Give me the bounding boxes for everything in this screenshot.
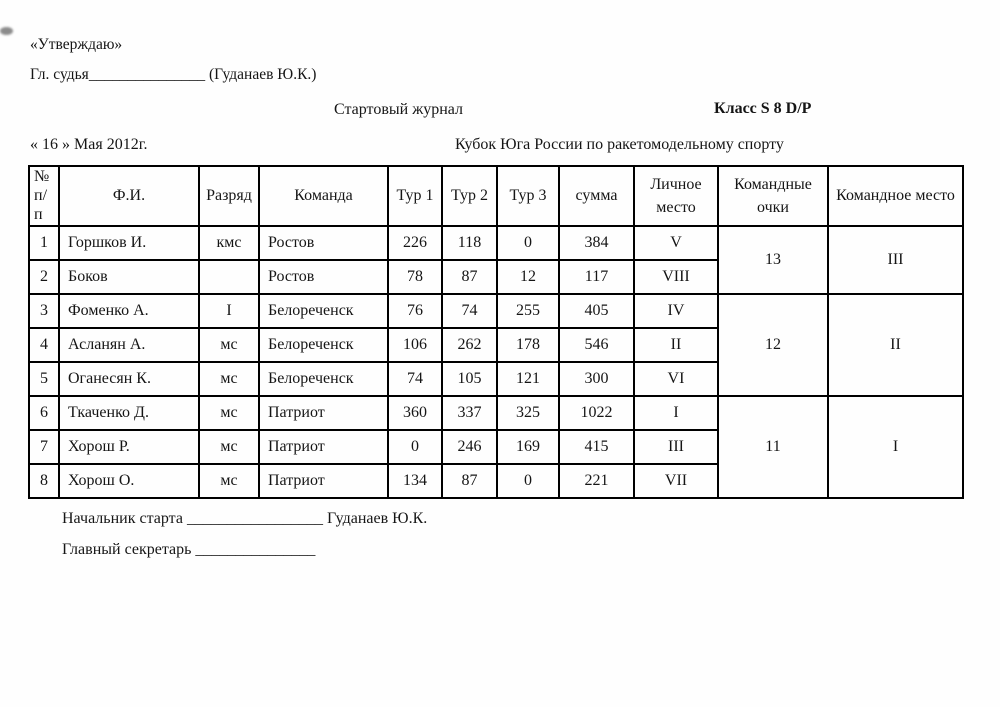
cell-personal-place: VI: [634, 362, 718, 396]
cell-team: Патриот: [259, 396, 388, 430]
cell-number: 4: [29, 328, 59, 362]
cell-sum: 117: [559, 260, 634, 294]
cell-personal-place: VII: [634, 464, 718, 498]
cell-sum: 300: [559, 362, 634, 396]
cell-personal-place: VIII: [634, 260, 718, 294]
cell-tour1: 360: [388, 396, 442, 430]
cell-tour3: 255: [497, 294, 559, 328]
cell-rank: мс: [199, 430, 259, 464]
cell-tour3: 169: [497, 430, 559, 464]
chief-judge-label: Гл. судья: [30, 66, 89, 83]
class-label: Класс S 8 D/P: [714, 100, 812, 117]
cell-personal-place: I: [634, 396, 718, 430]
secretary-signature-blank: _______________: [195, 541, 316, 558]
cell-sum: 221: [559, 464, 634, 498]
cell-team: Патриот: [259, 464, 388, 498]
cell-number: 3: [29, 294, 59, 328]
cell-tour2: 105: [442, 362, 497, 396]
cell-name: Хорош Р.: [59, 430, 199, 464]
cell-number: 5: [29, 362, 59, 396]
cell-tour2: 337: [442, 396, 497, 430]
cell-team: Ростов: [259, 226, 388, 260]
start-chief-signature-blank: _________________: [186, 510, 323, 527]
cell-tour2: 74: [442, 294, 497, 328]
cell-tour2: 246: [442, 430, 497, 464]
cell-name: Хорош О.: [59, 464, 199, 498]
start-chief-line: [62, 510, 427, 528]
table-row: [29, 396, 963, 430]
cell-name: Асланян А.: [59, 328, 199, 362]
cell-name: Ткаченко Д.: [59, 396, 199, 430]
cell-tour1: 106: [388, 328, 442, 362]
cell-tour2: 87: [442, 260, 497, 294]
cell-sum: 1022: [559, 396, 634, 430]
cell-name: Горшков И.: [59, 226, 199, 260]
cell-number: 1: [29, 226, 59, 260]
cell-tour2: 118: [442, 226, 497, 260]
cell-team: Белореченск: [259, 362, 388, 396]
cell-number: 8: [29, 464, 59, 498]
cell-sum: 384: [559, 226, 634, 260]
table-header-row: [29, 166, 963, 226]
cell-tour1: 226: [388, 226, 442, 260]
cell-tour2: 262: [442, 328, 497, 362]
cell-name: Оганесян К.: [59, 362, 199, 396]
cell-rank: [199, 260, 259, 294]
chief-judge-name: (Гуданаев Ю.К.): [205, 66, 317, 83]
cell-name: Фоменко А.: [59, 294, 199, 328]
cell-tour3: 178: [497, 328, 559, 362]
secretary-label: Главный секретарь: [62, 541, 196, 558]
cell-tour3: 0: [497, 464, 559, 498]
cell-tour3: 0: [497, 226, 559, 260]
chief-judge-signature-blank: _______________: [88, 66, 206, 83]
cell-tour3: 12: [497, 260, 559, 294]
cell-team: Белореченск: [259, 328, 388, 362]
col-header-tour1: Тур 1: [388, 166, 442, 226]
date-label: « 16 » Мая 2012г.: [30, 136, 148, 153]
scan-artifact-smudge: [0, 27, 13, 35]
cell-tour1: 74: [388, 362, 442, 396]
cell-personal-place: V: [634, 226, 718, 260]
cell-number: 7: [29, 430, 59, 464]
cell-team: Ростов: [259, 260, 388, 294]
cell-rank: кмс: [199, 226, 259, 260]
cell-sum: 415: [559, 430, 634, 464]
col-header-team-place: Командное место: [828, 166, 963, 226]
cell-team: Белореченск: [259, 294, 388, 328]
cell-team-place: II: [828, 294, 963, 396]
col-header-personal-place: Личное место: [634, 166, 718, 226]
cell-team-points: 13: [718, 226, 828, 294]
cell-personal-place: III: [634, 430, 718, 464]
approve-stamp-label: «Утверждаю»: [30, 36, 123, 53]
col-header-number: № п/ п: [29, 166, 59, 226]
cell-personal-place: IV: [634, 294, 718, 328]
col-header-rank: Разряд: [199, 166, 259, 226]
results-table: [28, 165, 964, 499]
cell-rank: мс: [199, 464, 259, 498]
event-title: Кубок Юга России по ракетомодельному спорту: [455, 136, 784, 153]
cell-tour3: 121: [497, 362, 559, 396]
cell-tour1: 0: [388, 430, 442, 464]
col-header-name: Ф.И.: [59, 166, 199, 226]
cell-name: Боков: [59, 260, 199, 294]
col-header-tour3: Тур 3: [497, 166, 559, 226]
chief-judge-line: [30, 66, 316, 84]
cell-team-place: I: [828, 396, 963, 498]
table-row: [29, 294, 963, 328]
cell-personal-place: II: [634, 328, 718, 362]
cell-team-points: 11: [718, 396, 828, 498]
cell-tour1: 78: [388, 260, 442, 294]
start-chief-label: Начальник старта: [62, 510, 187, 527]
cell-tour3: 325: [497, 396, 559, 430]
cell-number: 2: [29, 260, 59, 294]
cell-tour2: 87: [442, 464, 497, 498]
cell-number: 6: [29, 396, 59, 430]
doc-title: Стартовый журнал: [334, 101, 464, 118]
cell-rank: мс: [199, 362, 259, 396]
col-header-team-points: Командные очки: [718, 166, 828, 226]
cell-team-place: III: [828, 226, 963, 294]
col-header-team: Команда: [259, 166, 388, 226]
table-row: [29, 226, 963, 260]
cell-sum: 405: [559, 294, 634, 328]
cell-rank: мс: [199, 396, 259, 430]
cell-sum: 546: [559, 328, 634, 362]
cell-team: Патриот: [259, 430, 388, 464]
cell-tour1: 76: [388, 294, 442, 328]
secretary-line: [62, 541, 315, 559]
cell-tour1: 134: [388, 464, 442, 498]
start-chief-name: Гуданаев Ю.К.: [322, 510, 428, 527]
cell-rank: мс: [199, 328, 259, 362]
col-header-sum: сумма: [559, 166, 634, 226]
cell-team-points: 12: [718, 294, 828, 396]
cell-rank: I: [199, 294, 259, 328]
col-header-tour2: Тур 2: [442, 166, 497, 226]
